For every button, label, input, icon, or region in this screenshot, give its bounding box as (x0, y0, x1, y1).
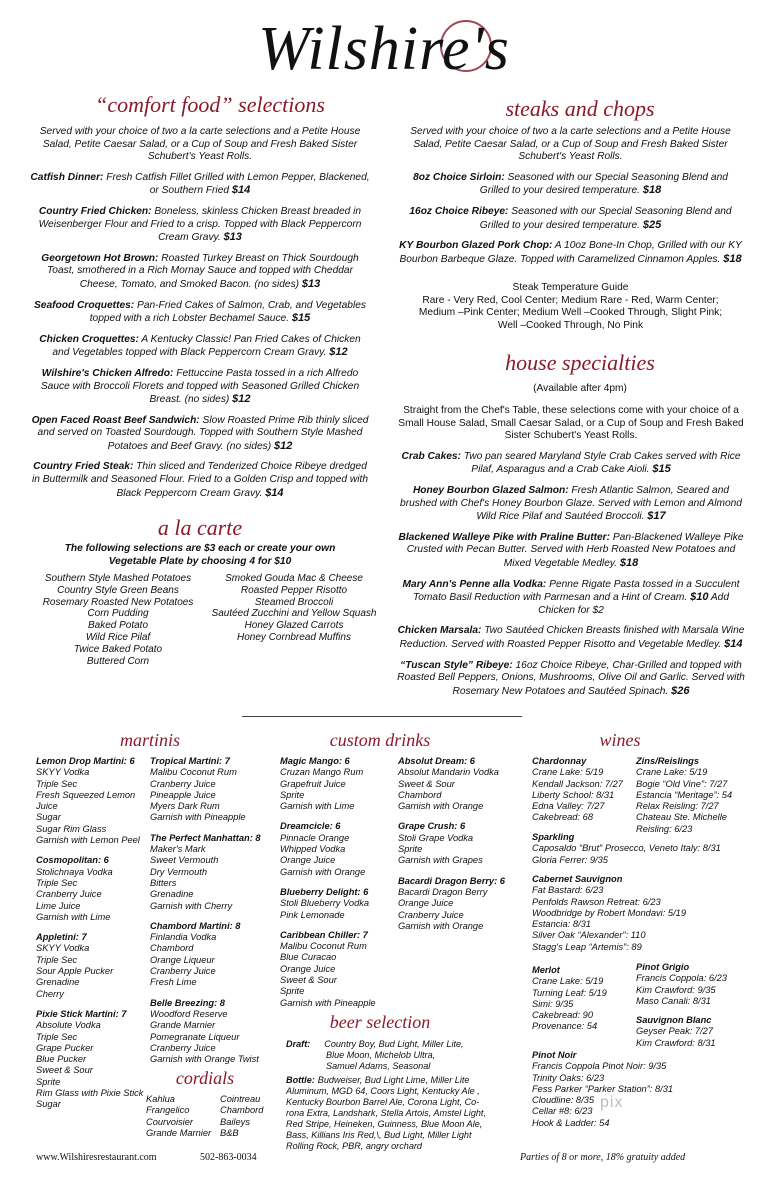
drink-ingredient: Grape Pucker (36, 1042, 94, 1053)
drink (150, 998, 278, 1066)
drink-ingredient: Chambord (150, 943, 194, 954)
cordials-heading: cordials (175, 1068, 235, 1088)
item-name: 8oz Choice Sirloin: (413, 171, 505, 183)
drink-ingredient: SKYY Vodka (36, 943, 90, 954)
list-item: Grande Marnier (146, 1127, 212, 1138)
list-item: Smoked Gouda Mac & Cheese (225, 573, 363, 584)
wine-entry: Kendall Jackson: 7/27 (532, 778, 623, 789)
wine-entry: Maso Canali: 8/31 (636, 995, 711, 1006)
drink-ingredient: Fresh Lime (150, 977, 197, 988)
wine-entry: Gloria Ferrer: 9/35 (532, 854, 608, 865)
wine-chardonnay (532, 756, 637, 824)
custom-heading: custom drinks (329, 730, 431, 750)
wine-entry: Estancia: 8/31 (532, 919, 591, 930)
wine-entry: Kim Crawford: 8/31 (636, 1037, 716, 1048)
item-desc: Thin sliced and Tenderized Choice Ribeye dredged in Buttermilk and Seasoned Flour. Fried to a Golden Crisp and topped with Black Peppercorn Cream Gravy. (32, 461, 368, 499)
item-price: $13 (223, 231, 242, 244)
footer-phone: 502-863-0034 (200, 1152, 257, 1163)
drink-ingredient: Absolute Vodka (36, 1020, 101, 1031)
drink-ingredient: Orange Juice (398, 898, 454, 909)
beer-section (286, 1039, 526, 1152)
alacarte-intro: The following selections are $3 each or create your own Vegetable Plate by choosing 4 for $10 (64, 543, 336, 567)
wine-entry: Crane Lake: 5/19 (636, 767, 708, 778)
drink-ingredient: Bacardi Dragon Berry (398, 886, 488, 897)
drink-title: Absolut Dream: 6 (398, 756, 475, 766)
martinis-col-1 (36, 756, 154, 1120)
item-desc: Pan-Blackened Walleye Pike Crusted with Pecan Butter. Served with Herb Roasted New Potatoes and Mixed Vegetable Medley. (406, 531, 744, 569)
drink-ingredient: Malibu Coconut Rum (280, 941, 367, 952)
drink-ingredient: Chambord (398, 789, 442, 800)
menu-item (30, 253, 370, 292)
menu-item (398, 206, 743, 232)
list-item: Baileys (220, 1116, 250, 1127)
wine-cabernet (532, 874, 762, 953)
item-name: Chicken Croquettes: (39, 333, 139, 345)
item-desc: Slow Roasted Prime Rib thinly sliced and served on Toasted Sourdough. Topped with Southern Style Mashed Potatoes and Beef Gravy. (no sides) (37, 414, 369, 452)
logo: Wilshire's (258, 15, 510, 83)
drink-title: The Perfect Manhattan: 8 (150, 832, 261, 843)
drink (150, 921, 278, 989)
drink-ingredient: Stoli Blueberry Vodka (280, 898, 370, 909)
drink-ingredient: Garnish with Orange (280, 866, 366, 877)
drink-ingredient: Garnish with Orange (398, 920, 484, 931)
alacarte-left (28, 573, 208, 667)
wine-category: Pinot Noir (532, 1050, 577, 1060)
wine-zins (636, 756, 761, 835)
list-item: Cointreau (220, 1094, 261, 1104)
drink-ingredient: Garnish with Lemon Peel (36, 835, 140, 846)
menu-item (30, 172, 370, 198)
list-item: Chambord (220, 1105, 264, 1116)
item-name: Honey Bourbon Glazed Salmon: (412, 484, 569, 496)
item-price: $12 (273, 439, 293, 452)
drink-ingredient: Triple Sec (36, 1031, 78, 1042)
drink-ingredient: Absolut Mandarin Vodka (398, 767, 499, 778)
menu-item (30, 368, 370, 407)
draft-line: Country Boy, Bud Light, Miller Lite, (324, 1039, 464, 1049)
drink-ingredient: Sprite (280, 986, 305, 997)
item-name: Chicken Marsala: (397, 625, 482, 637)
list-item: Corn Pudding (87, 608, 149, 620)
menu-item (30, 206, 370, 245)
drink (36, 855, 154, 923)
item-desc: Fresh Catfish Fillet Grilled with Lemon Pepper, Blackened, or Southern Fried (103, 171, 370, 197)
temp-line: Well –Cooked Through, No Pink (497, 319, 644, 331)
drink (398, 756, 523, 812)
drink-ingredient: Sweet Vermouth (150, 855, 219, 866)
list-item: Wild Rice Pilaf (85, 631, 151, 643)
draft-line: Samuel Adams, Seasonal (326, 1061, 431, 1071)
drink-ingredient: Cranberry Juice (150, 778, 216, 789)
custom-col-2 (398, 756, 523, 941)
drink-ingredient: Sprite (36, 1076, 61, 1087)
steak-temp-guide (398, 282, 743, 332)
drink-ingredient: Garnish with Pineapple (150, 812, 246, 823)
wine-category: Merlot (532, 965, 560, 975)
steaks-section (398, 126, 743, 274)
drink (36, 1009, 154, 1111)
bottle-line: Kentucky Bourbon Barrel Ale, Corona Light, Co- (286, 1097, 480, 1107)
drink-ingredient: Stolichnaya Vodka (36, 866, 113, 877)
item-desc: Boneless, skinless Chicken Breast breaded in Weisenberger Flour and Fried to a crisp. Topped with Black Peppercorn Cream Gravy. (38, 205, 362, 244)
drink-ingredient: Cherry (36, 988, 64, 999)
wine-category: Chardonnay (532, 756, 587, 766)
drink-ingredient: Stoli Grape Vodka (398, 832, 474, 843)
wine-entry: Fat Bastard: 6/23 (532, 885, 604, 896)
wine-entry: Woodbridge by Robert Mondavi: 5/19 (532, 907, 687, 918)
list-item: Twice Baked Potato (73, 643, 163, 655)
draft-line: Blue Moon, Michelob Ultra, (326, 1050, 436, 1060)
wine-pinot-grigio (636, 962, 761, 1007)
drink-ingredient: Triple Sec (36, 877, 78, 888)
item-price: $26 (671, 684, 690, 697)
drink-ingredient: Cranberry Juice (36, 889, 102, 900)
drink-ingredient: Garnish with Orange (398, 801, 484, 812)
wine-entry: Francis Coppola Pinot Noir: 9/35 (532, 1061, 667, 1072)
drink (150, 833, 278, 912)
drink-title: Lemon Drop Martini: 6 (36, 756, 135, 766)
watermark: pix (600, 1094, 624, 1111)
item-name: “Tuscan Style” Ribeye: (400, 659, 513, 671)
steaks-intro: Served with your choice of two a la carte selections and a Petite House Salad, Petite Caesar Salad, or a Cup of Soup and Fresh Baked Sister Schubert's Yeast Rolls. (410, 126, 731, 163)
bottle-line: Aluminum, MGD 64, Coors Light, Kentucky Ale , (286, 1086, 480, 1096)
drink-ingredient: Sprite (280, 789, 305, 800)
drink-ingredient: Myers Dark Rum (150, 801, 220, 812)
wine-entry: Simi: 9/35 (532, 998, 574, 1009)
item-desc: Two Sautéed Chicken Breasts finished with Marsala Wine Reduction. Served with Roasted Pepper Risotto and Vegetable Medley. (399, 625, 745, 650)
item-price: $12 (232, 393, 251, 406)
bottle-line: Red Stripe, Heineken, Guinness, Blue Moon Ale, (286, 1119, 483, 1129)
item-name: Catfish Dinner: (30, 171, 104, 183)
drink-ingredient: Triple Sec (36, 954, 78, 965)
wine-entry: Liberty School: 8/31 (532, 789, 615, 800)
drink-ingredient: Garnish with Grapes (398, 855, 483, 866)
drink-ingredient: Garnish with Pineapple (280, 997, 376, 1008)
menu-item (30, 334, 370, 360)
menu-item (396, 625, 746, 651)
item-desc: Fettuccine Pasta tossed in a rich Alfredo Sauce with Broccoli Florets and topped with Seasoned Grilled Chicken Breast. (no sides) (40, 367, 360, 406)
temp-line: Rare - Very Red, Cool Center; Medium Rare - Red, Warm Center; (422, 294, 719, 306)
menu-item (398, 172, 743, 198)
drink-ingredient: Garnish with Cherry (150, 900, 233, 911)
item-name: KY Bourbon Glazed Pork Chop: (399, 240, 553, 252)
item-desc: Penne Rigate Pasta tossed in a Succulent Tomato Basil Reduction with Parmesan and a Hint of Cream. (412, 578, 740, 604)
wine-entry: Estancia “Meritage”: 54 (636, 789, 733, 800)
wine-entry: Trinity Oaks: 6/23 (532, 1072, 605, 1083)
wine-entry: Cloudline: 8/35 (532, 1095, 595, 1106)
bottle-line: rona Extra, Landshark, Stella Artois, Amstel Light, (286, 1108, 486, 1118)
menu-item (396, 485, 746, 524)
wine-entry: Edna Valley: 7/27 (532, 801, 605, 812)
alacarte-heading: a la carte (157, 515, 243, 540)
item-desc: A Kentucky Classic! Pan Fried Cakes of Chicken and Vegetables topped with Black Peppercorn Cream Gravy. (52, 333, 361, 359)
drink (398, 821, 523, 866)
drink-ingredient: Pineapple Juice (150, 789, 216, 800)
custom-col-1 (280, 756, 400, 1018)
wine-entry: Kim Crawford: 9/35 (636, 984, 716, 995)
item-desc: Two pan seared Maryland Style Crab Cakes served with Rice Pilaf, Asparagus and a Crab Cake Aioli. (460, 450, 741, 476)
drink-ingredient: Orange Liqueur (150, 954, 215, 965)
comfort-heading: “comfort food” selections (95, 92, 325, 117)
item-name: Blackened Walleye Pike with Praline Butter: (398, 531, 611, 543)
wine-entry: Crane Lake: 5/19 (532, 976, 604, 987)
drink-title: Chambord Martini: 8 (150, 920, 241, 931)
item-extra: Add Chicken for $2 (538, 592, 730, 616)
wine-entry: Fess Parker “Parker Station”: 8/31 (532, 1083, 674, 1094)
drink-ingredient: Sugar Rim Glass (36, 823, 107, 834)
drink (280, 821, 400, 877)
alacarte-right (204, 573, 384, 644)
item-price: $15 (652, 463, 671, 476)
wine-category: Sauvignon Blanc (636, 1015, 712, 1025)
drink-ingredient: Grande Marnier (150, 1020, 216, 1031)
drink-ingredient: Grenadine (36, 977, 80, 988)
drink (36, 756, 154, 846)
item-price: $12 (329, 346, 348, 359)
bottle-line: Bass, Killians Iris Red,\, Bud Light, Miller Light (286, 1130, 472, 1140)
martinis-heading: martinis (119, 730, 180, 750)
item-name: Open Faced Roast Beef Sandwich: (31, 414, 200, 426)
list-item: Rosemary Roasted New Potatoes (42, 596, 194, 608)
bottle-label: Bottle: (286, 1075, 315, 1085)
item-price: $18 (642, 184, 662, 197)
cordials-left (146, 1094, 226, 1139)
list-item: Southern Style Mashed Potatoes (44, 573, 192, 584)
drink-title: Cosmopolitan: 6 (36, 855, 109, 866)
wine-entry: Cakebread: 90 (532, 1010, 593, 1021)
list-item: Country Style Green Beans (57, 584, 179, 596)
drink-title: Pixie Stick Martini: 7 (36, 1008, 127, 1019)
drink-ingredient: Sweet & Sour (398, 778, 455, 789)
drink-ingredient: Grenadine (150, 889, 194, 900)
item-price: $14 (231, 184, 251, 197)
list-item: Roasted Pepper Risotto (240, 584, 348, 596)
item-price: $14 (724, 637, 743, 650)
wine-category: Cabernet Sauvignon (532, 874, 623, 884)
item-name: Georgetown Hot Brown: (41, 252, 159, 264)
wine-entry: Crane Lake: 5/19 (532, 767, 604, 778)
wine-pinot-noir (532, 1050, 762, 1129)
drink (398, 876, 523, 932)
list-item: Frangelico (146, 1105, 190, 1116)
menu-item (398, 240, 743, 266)
drink-ingredient: Dry Vermouth (150, 866, 208, 877)
item-name: 16oz Choice Ribeye: (409, 205, 509, 217)
item-name: Wilshire's Chicken Alfredo: (41, 367, 174, 379)
list-item: Honey Glazed Carrots (244, 620, 344, 632)
drink-ingredient: Bitters (150, 877, 177, 888)
item-price: $25 (642, 218, 662, 231)
drink-ingredient: Blue Curacao (280, 952, 337, 963)
wine-category: Sparkling (532, 832, 575, 842)
wine-entry: Geyser Peak: 7/27 (636, 1026, 713, 1037)
item-price: $14 (265, 486, 284, 499)
wine-merlot (532, 965, 637, 1033)
item-price: $18 (723, 252, 742, 265)
drink (36, 932, 154, 1000)
list-item: Steamed Broccoli (254, 596, 334, 608)
drink-title: Belle Breezing: 8 (150, 997, 225, 1008)
drink (280, 756, 400, 812)
drink-title: Blueberry Delight: 6 (280, 886, 369, 897)
wine-entry: Relax Reisling: 7/27 (636, 801, 719, 812)
drink-ingredient: Cruzan Mango Rum (280, 767, 364, 778)
item-desc: Seasoned with our Special Seasoning Blend and Grilled to your desired temperature. (479, 171, 728, 197)
wine-sauvignon-blanc (636, 1015, 761, 1049)
menu-item (396, 579, 746, 618)
drink-ingredient: Whipped Vodka (280, 844, 346, 855)
item-desc: A 10oz Bone-In Chop, Grilled with our KY Bourbon Barbeque Glaze. Topped with Caramelized Cinnamon Apples. (399, 240, 742, 265)
menu-item (30, 415, 370, 454)
item-desc: 16oz Choice Ribeye, Char-Grilled and topped with Roasted Bell Peppers, Onions, Mushrooms, Olive Oil and Garlic. Served with Rosemary New Potatoes and Sautéed Spinach. (397, 659, 745, 697)
drink-ingredient: Orange Juice (280, 963, 336, 974)
list-item: Sautéed Zucchini and Yellow Squash (211, 608, 377, 620)
comfort-section (30, 126, 370, 508)
martinis-col-2 (150, 756, 278, 1074)
wine-entry: Francis Coppola: 6/23 (636, 973, 727, 984)
cordials-right (220, 1094, 290, 1139)
drink-ingredient: Sweet & Sour (36, 1065, 93, 1076)
list-item: Buttered Corn (86, 655, 150, 667)
comfort-intro: Served with your choice of two a la carte selections and a Petite House Salad, Petite Caesar Salad, or a Cup of Soup and Fresh Baked Sister Schubert's Yeast Rolls. (39, 126, 361, 163)
beer-draft (286, 1039, 526, 1072)
item-desc: Roasted Turkey Breast on Thick Sourdough Toast, smothered in a Rich Mornay Sauce and topped with Cheddar Cheese, Tomato, and Smoked Bacon. (no sides) (47, 252, 359, 290)
house-section (396, 405, 746, 706)
drink-ingredient: Pinnacle Orange (280, 832, 350, 843)
drink-ingredient: Sugar (36, 812, 61, 823)
menu-item (396, 451, 746, 477)
beer-bottle (286, 1075, 526, 1152)
beer-heading: beer selection (329, 1012, 431, 1032)
item-price: $10 (690, 591, 709, 604)
wine-entry: Penfolds Rawson Retreat: 6/23 (532, 896, 661, 907)
drink (280, 887, 400, 921)
wine-category: Zins/Reislings (636, 756, 700, 766)
house-note: (Available after 4pm) (533, 383, 627, 394)
drink-ingredient: Cranberry Juice (150, 966, 216, 977)
drink-ingredient: Cranberry Juice (398, 909, 464, 920)
drink-ingredient: Cranberry Juice (150, 1042, 216, 1053)
menu-item (30, 300, 370, 326)
item-price: $17 (647, 510, 666, 523)
drink-title: Appletini: 7 (36, 932, 87, 943)
drink-ingredient: Blue Pucker (36, 1054, 87, 1065)
wine-entry: Silver Oak “Alexander”: 110 (532, 930, 646, 941)
drink-title: Tropical Martini: 7 (150, 756, 230, 766)
drink-ingredient: Rim Glass with Pixie Stick Sugar (36, 1088, 144, 1110)
drink-title: Magic Mango: 6 (280, 756, 350, 766)
wine-entry: Provenance: 54 (532, 1021, 598, 1032)
wine-entry: Caposaldo “Brut” Prosecco, Veneto Italy: 8/31 (532, 843, 721, 854)
drink-ingredient: Sweet & Sour (280, 975, 337, 986)
divider (242, 716, 522, 717)
list-item: B&B (220, 1127, 239, 1138)
steaks-heading: steaks and chops (505, 96, 655, 121)
temp-title: Steak Temperature Guide (512, 282, 629, 293)
item-desc: Fresh Atlantic Salmon, Seared and brushed with Chef's Honey Bourbon Glaze. Served with Lemon and Almond Wild Rice Pilaf and Sautéed Broccoli. (400, 484, 742, 523)
drink-title: Dreamcicle: 6 (280, 821, 341, 832)
item-name: Crab Cakes: (401, 450, 461, 462)
bottle-line: Budweiser, Bud Light Lime, Miller Lite (317, 1075, 470, 1085)
drink-ingredient: Garnish with Orange Twist (150, 1054, 259, 1065)
drink-ingredient: SKYY Vodka (36, 767, 90, 778)
house-intro: Straight from the Chef's Table, these selections come with your choice of a Small House Salad, Small Caesar Salad, or a Cup of Soup and Fresh Baked Sister Schubert's Yeast Rolls. (398, 405, 744, 442)
wine-entry: Bogie “Old Vine”: 7/27 (636, 778, 728, 789)
item-price: $15 (291, 312, 311, 325)
footer-gratuity: Parties of 8 or more, 18% gratuity added (520, 1152, 686, 1163)
wine-entry: Reisling: 6/23 (636, 823, 693, 834)
wine-entry: Hook & Ladder: 54 (532, 1117, 610, 1128)
drink-ingredient: Orange Juice (280, 855, 336, 866)
drink-ingredient: Sour Apple Pucker (36, 966, 114, 977)
menu-item (396, 532, 746, 571)
temp-line: Medium –Pink Center; Medium Well –Cooked Through, Slight Pink; (418, 307, 723, 319)
item-desc: Seasoned with our Special Seasoning Blend and Grilled to your desired temperature. (479, 205, 732, 231)
drink-ingredient: Woodford Reserve (150, 1008, 228, 1019)
list-item: Courvoisier (146, 1116, 194, 1127)
footer-website[interactable]: www.Wilshiresrestaurant.com (36, 1152, 157, 1163)
drink-ingredient: Lime Juice (36, 900, 81, 911)
drink-ingredient: Fresh Squeezed Lemon Juice (36, 789, 136, 812)
item-price: $13 (301, 277, 321, 290)
item-price: $18 (619, 556, 639, 569)
list-item: Honey Cornbread Muffins (237, 631, 351, 643)
drink (150, 756, 278, 824)
wine-entry: Cellar #8: 6/23 (532, 1106, 593, 1117)
wines-heading: wines (599, 730, 641, 750)
wine-entry: Cakebread: 68 (532, 812, 593, 823)
item-name: Mary Ann's Penne alla Vodka: (402, 578, 547, 590)
list-item: Kahlua (146, 1094, 175, 1104)
drink-ingredient: Pink Lemonade (280, 909, 345, 920)
drink (280, 930, 400, 1009)
wine-entry: Chateau Ste. Michelle (636, 812, 727, 823)
drink-ingredient: Triple Sec (36, 778, 78, 789)
drink-title: Bacardi Dragon Berry: 6 (398, 875, 505, 886)
drink-ingredient: Sprite (398, 844, 423, 855)
wine-entry: Stagg's Leap “Artemis”: 89 (532, 941, 642, 952)
item-name: Country Fried Chicken: (38, 205, 152, 217)
drink-ingredient: Malibu Coconut Rum (150, 767, 237, 778)
wine-category: Pinot Grigio (636, 962, 690, 972)
item-desc: Pan-Fried Cakes of Salmon, Crab, and Vegetables topped with a rich Lobster Bechamel Sauce. (89, 299, 366, 325)
draft-label: Draft: (286, 1039, 311, 1049)
drink-ingredient: Grapefruit Juice (280, 778, 346, 789)
drink-ingredient: Maker's Mark (150, 844, 206, 855)
menu-item (396, 660, 746, 699)
drink-ingredient: Garnish with Lime (280, 801, 355, 812)
item-name: Country Fried Steak: (33, 461, 134, 473)
item-name: Seafood Croquettes: (34, 299, 135, 311)
drink-ingredient: Finlandia Vodka (150, 932, 217, 943)
drink-title: Grape Crush: 6 (398, 821, 466, 832)
house-heading: house specialties (505, 350, 655, 375)
wine-sparkling (532, 832, 762, 866)
wine-entry: Turning Leaf: 5/19 (532, 987, 607, 998)
menu-item (30, 461, 370, 500)
bottle-line: Rolling Rock, PBR, angry orchard (286, 1141, 422, 1151)
drink-title: Caribbean Chiller: 7 (280, 929, 368, 940)
drink-ingredient: Pomegranate Liqueur (150, 1031, 240, 1042)
drink-ingredient: Garnish with Lime (36, 911, 111, 922)
list-item: Baked Potato (87, 620, 149, 632)
